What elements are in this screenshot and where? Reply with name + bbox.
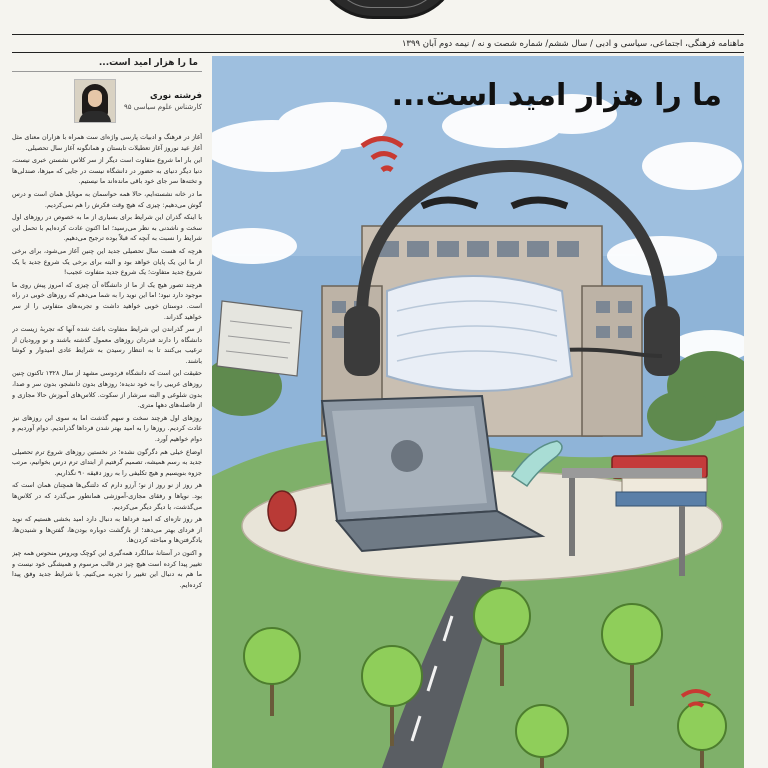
article-column — [12, 56, 202, 768]
article-paragraph: هرچند تصور هیچ یک از ما از دانشگاه آن چیزی که امروز پیش روی ما موجود دارد نبود؛ اما این نوید را به شما می‌دهم که روزهای خوبی در راه است. دوستان خوبی خواهید داشت و تجربه‌های متفاوتی را از سر خواهید گذراند. — [12, 280, 202, 321]
author-photo — [74, 79, 116, 123]
article-paragraph: با اینکه گذران این شرایط برای بسیاری از ما به خصوص در روزهای اول سخت و ناشدنی به نظر می‌رسید؛ اما اکنون عادت کرده‌ایم با تحمل این شرایط را نسبت به آنچه که قبلاً بوده ترجیح می‌دهیم. — [12, 213, 202, 243]
article-paragraph: روزهای اول هرچند سخت و سهم گذشت اما به سوی این روزهای نیز عادت کردیم. روزها را به امید بهتر شدن فرداها گذراندیم. دوام آوردیم و دوام خواهیم آورد. — [12, 413, 202, 444]
article-paragraph: و اکنون در آستانهٔ سالگرد همه‌گیری این کوچک ویروس منحوس همه چیز تغییر پیدا کرده است هیچ چیز در قالب مرسوم و همیشگی خود نیست و ما هم به دنبال این تغییر را تجربه می‌کنیم. با شرایط جدید وفق پیدا کرده‌ایم. — [12, 548, 202, 589]
cover-illustration — [212, 56, 744, 768]
article-paragraph: هرچه که هست سال تحصیلی جدید این چنین آغاز می‌شود، برای برخی از ما این یک پایان خواهد بود و البته برای برخی یک شروع جدید با یک شروع جدید متفاوت؛ یک شروع جدید متفاوت عجیب! — [12, 246, 202, 277]
article-paragraph: هر روز تازه‌ای که امید فرداها به دنبال دارد امید بخشی هستیم که نوید از فردای بهتر می‌دهد؛ از بازگشت دوباره بودن‌ها، گفتن‌ها و شنیدن‌ها، یادگرفتن‌ها و مباحثه کردن‌ها. — [12, 515, 202, 545]
newspaper — [217, 301, 302, 376]
article-paragraph: اوضاع خیلی هم دگرگون نشده؛ در نخستین روزهای شروع ترم تحصیلی جدید به رسم همیشه، تصمیم گرفتیم از ابتدای ترم درس بخوانیم، مرتب جزوه بنویسیم و هیچ تکلیفی را به روز دقیقه ۹۰ نگذاریم. — [12, 447, 202, 477]
article-paragraph: از سر گذراندن این شرایط متفاوت باعث شده آنها که تجربهٔ زیست در دانشگاه را دارند قدردان روزهای معمول گذشته باشند و نو ورودیان از ترغیب بی‌کنند تا به انتظار رسیدن به شرایط عادی امیدوار و کوشا باشند. — [12, 325, 202, 365]
mouse — [268, 491, 296, 531]
article-paragraph: ما در خانه نشسته‌ایم، حالا همه حواسمان به موبایل همان است و درس گوش می‌دهیم: چیزی که هیچ وقت فکرش را هم نمی‌کردیم. — [12, 189, 202, 209]
author-block — [12, 78, 202, 124]
article-paragraph: آغاز در فرهنگ و ادبیات پارسی واژه‌ای ست همراه با هزاران معنای مثل آغاز عید نوروز آغاز تعطیلات تابستان و همانگونه آغاز سال تحصیلی. — [12, 133, 202, 152]
cover-title: ما را هزار امید است... — [391, 78, 722, 113]
author-role: کارشناس علوم سیاسی ۹۵ — [124, 103, 202, 111]
headset-right-cup — [644, 306, 680, 376]
column-heading: ما را هزار امید است... — [12, 56, 202, 72]
headset-left-cup — [344, 306, 380, 376]
issue-line: ماهنامه فرهنگی، اجتماعی، سیاسی و ادبی / سال ششم/ شماره شصت و نه / نیمه دوم آبان ۱۳۹۹ — [401, 39, 744, 49]
top-rule — [12, 34, 744, 35]
author-text — [124, 91, 202, 111]
article-paragraph: هر روز از نو روز از نو؛ آرزو دارم که دلتنگی‌ها همچنان همان است که بود. نوپاها و رفقای مجازی-آموزشی همانطور می‌گذرد که در کلاس‌ها می‌گذشت، یا دیگر دیگر می‌کردیم. — [12, 481, 202, 511]
article-paragraph: این بار اما شروع متفاوت است دیگر از سر کلاس نشستن خبری نیست، دنیا دیگر دنیای به حضور در دانشگاه نیست در جایی که میزها، صندلی‌ها و تخته‌ها سر جای خود باقی مانده‌اند ما نیستیم. — [12, 156, 202, 186]
issue-rule — [12, 52, 744, 53]
masthead-emblem — [314, 0, 460, 19]
article-paragraph: حقیقت این است که دانشگاه فردوسی مشهد از سال ۱۳۲۸ تاکنون چنین روزهای غریبی را به خود ندیده؛ روزهای بدون دانشجو، بدون سر و صدا، بدون شلوغی و البته سرشار از سکوت. کلاس‌های آموزش حالا مجازی و از فاصله‌های دهها متری. — [12, 369, 202, 410]
illustration-drawing — [212, 56, 744, 768]
author-name: فرشته نوری — [149, 91, 202, 101]
